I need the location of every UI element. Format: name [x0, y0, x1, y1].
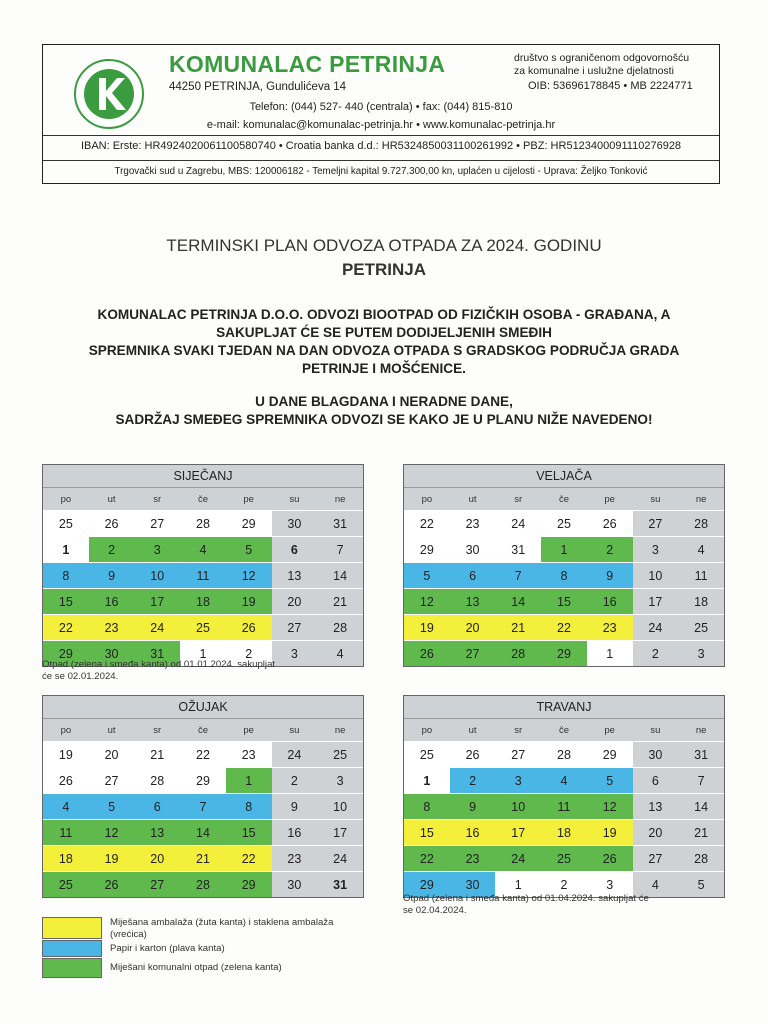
calendar-day: 5 [587, 768, 633, 794]
calendar-day: 29 [404, 872, 450, 898]
weekday-label: ne [317, 719, 363, 742]
calendar-day: 22 [226, 846, 272, 872]
calendar-day: 3 [678, 641, 724, 667]
weekday-label: če [541, 488, 587, 511]
calendar-day: 2 [89, 537, 135, 563]
calendar-day: 2 [272, 768, 318, 794]
calendar-day: 12 [226, 563, 272, 589]
weekday-label: če [180, 488, 226, 511]
weekday-label: su [272, 719, 318, 742]
calendar-day: 7 [317, 537, 363, 563]
calendar-day: 6 [633, 768, 679, 794]
calendar-day: 6 [272, 537, 318, 563]
calendar-day: 20 [450, 615, 496, 641]
week-row [404, 820, 724, 846]
weekday-label: su [633, 488, 679, 511]
calendar-day: 21 [180, 846, 226, 872]
calendar-day: 22 [43, 615, 89, 641]
calendar-day: 3 [633, 537, 679, 563]
calendar-day: 1 [541, 537, 587, 563]
calendar-day: 16 [272, 820, 318, 846]
calendar-day: 7 [495, 563, 541, 589]
calendar-day: 26 [587, 846, 633, 872]
calendar-day: 21 [317, 589, 363, 615]
calendar-day: 15 [404, 820, 450, 846]
note-line: se 02.04.2024. [403, 905, 467, 916]
document-subtitle: PETRINJA [341, 260, 427, 279]
calendar-day: 18 [43, 846, 89, 872]
calendar-day: 24 [495, 846, 541, 872]
calendar-day: 20 [89, 742, 135, 768]
legend-swatch [42, 917, 102, 939]
calendar-day: 11 [43, 820, 89, 846]
divider [43, 160, 719, 161]
calendar-day: 10 [317, 794, 363, 820]
calendar-day: 1 [226, 768, 272, 794]
notice-line: SAKUPLJAT ĆE SE PUTEM DODIJELJENIH SMEĐIH [216, 325, 552, 340]
calendar-day: 26 [450, 742, 496, 768]
calendar-day: 24 [633, 615, 679, 641]
week-row [404, 589, 724, 615]
letterhead [42, 44, 720, 184]
notice-line: PETRINJE I MOŠĆENICE. [302, 361, 466, 376]
calendar-day: 3 [272, 641, 318, 667]
calendar-day: 27 [633, 846, 679, 872]
calendar-day: 17 [495, 820, 541, 846]
calendar-month-title: OŽUJAK [43, 696, 363, 719]
calendar-day: 19 [43, 742, 89, 768]
calendar-day: 9 [587, 563, 633, 589]
calendar-day: 7 [180, 794, 226, 820]
calendar-day: 4 [678, 537, 724, 563]
calendar-day: 31 [678, 742, 724, 768]
week-row [43, 872, 363, 898]
calendar-day: 28 [495, 641, 541, 667]
calendar-day: 15 [226, 820, 272, 846]
calendar-day: 22 [541, 615, 587, 641]
calendar-grid [404, 488, 724, 666]
calendar-month-title: TRAVANJ [404, 696, 724, 719]
calendar-day: 29 [226, 872, 272, 898]
calendar-day: 31 [317, 511, 363, 537]
weekday-label: ne [678, 719, 724, 742]
calendar-month-title: VELJAČA [404, 465, 724, 488]
calendar-day: 15 [541, 589, 587, 615]
weekday-label: ut [89, 719, 135, 742]
calendar-day: 18 [180, 589, 226, 615]
calendar-day: 5 [89, 794, 135, 820]
calendar-day: 26 [587, 511, 633, 537]
week-row [404, 563, 724, 589]
calendar-day: 2 [450, 768, 496, 794]
calendar-day: 25 [541, 511, 587, 537]
calendar-grid [43, 719, 363, 897]
calendar-day: 11 [180, 563, 226, 589]
weekday-label: su [633, 719, 679, 742]
company-address: 44250 PETRINJA, Gundulićeva 14 [169, 81, 347, 93]
weekday-header-row [43, 488, 363, 511]
weekday-label: pe [587, 719, 633, 742]
calendar-march [42, 695, 364, 898]
notice-holidays [0, 393, 768, 429]
calendar-day: 13 [272, 563, 318, 589]
calendar-day: 27 [633, 511, 679, 537]
notice-line: U DANE BLAGDANA I NERADNE DANE, [255, 394, 513, 409]
company-oib: OIB: 53696178845 • MB 2224771 [528, 80, 693, 92]
weekday-label: sr [495, 719, 541, 742]
calendar-day: 29 [541, 641, 587, 667]
company-type-line: za komunalne i uslužne djelatnosti [514, 65, 674, 77]
calendar-day: 2 [633, 641, 679, 667]
calendar-day: 28 [134, 768, 180, 794]
weekday-label: ut [450, 488, 496, 511]
weekday-label: po [404, 719, 450, 742]
week-row [43, 820, 363, 846]
calendar-day: 3 [134, 537, 180, 563]
calendar-day: 29 [404, 537, 450, 563]
notice-line: SPREMNIKA SVAKI TJEDAN NA DAN ODVOZA OTPADA S GRADSKOG PODRUČJA GRADA [88, 343, 680, 358]
calendar-day: 11 [678, 563, 724, 589]
calendar-day: 12 [404, 589, 450, 615]
calendar-day: 29 [180, 768, 226, 794]
calendar-day: 14 [180, 820, 226, 846]
calendar-day: 28 [180, 511, 226, 537]
week-row [43, 794, 363, 820]
calendar-day: 6 [450, 563, 496, 589]
calendar-day: 19 [404, 615, 450, 641]
calendar-note-january [42, 659, 275, 683]
calendar-day: 1 [43, 537, 89, 563]
calendar-day: 23 [587, 615, 633, 641]
calendar-day: 30 [450, 872, 496, 898]
weekday-label: če [541, 719, 587, 742]
calendar-day: 1 [404, 768, 450, 794]
calendar-day: 28 [541, 742, 587, 768]
calendar-day: 18 [678, 589, 724, 615]
calendar-day: 2 [226, 641, 272, 667]
calendar-day: 29 [587, 742, 633, 768]
week-row [43, 537, 363, 563]
calendar-day: 9 [450, 794, 496, 820]
week-row [43, 615, 363, 641]
calendar-day: 10 [134, 563, 180, 589]
week-row [404, 641, 724, 667]
week-row [43, 768, 363, 794]
week-row [404, 511, 724, 537]
calendar-day: 20 [633, 820, 679, 846]
calendar-day: 27 [450, 641, 496, 667]
calendar-day: 8 [404, 794, 450, 820]
calendar-day: 1 [180, 641, 226, 667]
calendar-day: 13 [633, 794, 679, 820]
calendar-day: 28 [678, 846, 724, 872]
calendar-day: 17 [134, 589, 180, 615]
calendar-day: 28 [317, 615, 363, 641]
calendar-day: 23 [450, 511, 496, 537]
calendar-day: 25 [43, 872, 89, 898]
weekday-label: ne [678, 488, 724, 511]
calendar-month-title: SIJEČANJ [43, 465, 363, 488]
calendar-day: 2 [587, 537, 633, 563]
notice-biowaste [0, 306, 768, 378]
legend-label: Papir i karton (plava kanta) [110, 943, 225, 954]
calendar-day: 27 [495, 742, 541, 768]
weekday-label: pe [226, 719, 272, 742]
calendar-day: 16 [587, 589, 633, 615]
calendar-day: 16 [450, 820, 496, 846]
calendar-day: 22 [180, 742, 226, 768]
calendar-day: 9 [89, 563, 135, 589]
week-row [43, 511, 363, 537]
calendar-day: 19 [89, 846, 135, 872]
legend-swatch [42, 940, 102, 957]
calendar-april [403, 695, 725, 898]
calendar-day: 27 [89, 768, 135, 794]
calendar-day: 25 [678, 615, 724, 641]
week-row [43, 742, 363, 768]
company-type-line: društvo s ograničenom odgovornošću [514, 52, 690, 64]
calendar-day: 19 [226, 589, 272, 615]
calendar-day: 13 [134, 820, 180, 846]
calendar-day: 31 [134, 641, 180, 667]
calendar-day: 26 [226, 615, 272, 641]
week-row [404, 742, 724, 768]
calendar-day: 10 [633, 563, 679, 589]
calendar-day: 27 [134, 511, 180, 537]
calendar-day: 2 [541, 872, 587, 898]
calendar-day: 27 [272, 615, 318, 641]
calendar-day: 25 [43, 511, 89, 537]
calendar-january [42, 464, 364, 667]
weekday-label: po [43, 719, 89, 742]
weekday-header-row [43, 719, 363, 742]
calendar-day: 1 [495, 872, 541, 898]
calendar-february [403, 464, 725, 667]
weekday-label: po [43, 488, 89, 511]
calendar-day: 7 [678, 768, 724, 794]
note-line: Otpad (zelena i smeđa kanta) od 01.01.2024. sakupljat [42, 659, 276, 670]
weekday-label: ut [89, 488, 135, 511]
calendar-day: 27 [134, 872, 180, 898]
week-row [43, 589, 363, 615]
weekday-header-row [404, 719, 724, 742]
notice-line: KOMUNALAC PETRINJA D.O.O. ODVOZI BIOOTPAD OD FIZIČKIH OSOBA - GRAĐANA, A [97, 307, 671, 322]
calendar-day: 12 [89, 820, 135, 846]
calendar-day: 25 [541, 846, 587, 872]
calendar-day: 21 [495, 615, 541, 641]
week-row [404, 537, 724, 563]
calendar-day: 12 [587, 794, 633, 820]
weekday-label: sr [134, 488, 180, 511]
weekday-label: ne [317, 488, 363, 511]
week-row [404, 768, 724, 794]
calendar-day: 20 [134, 846, 180, 872]
calendar-day: 9 [272, 794, 318, 820]
calendar-day: 4 [541, 768, 587, 794]
calendar-day: 23 [226, 742, 272, 768]
calendar-day: 28 [678, 511, 724, 537]
calendar-day: 24 [272, 742, 318, 768]
calendar-day: 21 [134, 742, 180, 768]
calendar-day: 24 [495, 511, 541, 537]
calendar-day: 5 [404, 563, 450, 589]
calendar-day: 21 [678, 820, 724, 846]
calendar-day: 8 [226, 794, 272, 820]
calendar-day: 11 [541, 794, 587, 820]
calendar-day: 1 [587, 641, 633, 667]
calendar-day: 4 [633, 872, 679, 898]
weekday-label: pe [226, 488, 272, 511]
calendar-grid [404, 719, 724, 897]
calendar-day: 5 [678, 872, 724, 898]
calendar-day: 14 [317, 563, 363, 589]
weekday-header-row [404, 488, 724, 511]
company-iban: IBAN: Erste: HR4924020061100580740 • Croatia banka d.d.: HR5324850031100261992 • PBZ: HR5123400091110276928 [80, 140, 682, 152]
calendar-day: 25 [180, 615, 226, 641]
calendar-day: 22 [404, 511, 450, 537]
legend-label: Miješani komunalni otpad (zelena kanta) [110, 962, 282, 973]
weekday-label: sr [134, 719, 180, 742]
week-row [404, 615, 724, 641]
calendar-day: 13 [450, 589, 496, 615]
calendar-day: 29 [226, 511, 272, 537]
calendar-day: 3 [317, 768, 363, 794]
calendar-day: 17 [633, 589, 679, 615]
calendar-day: 28 [180, 872, 226, 898]
calendar-day: 26 [43, 768, 89, 794]
calendar-day: 14 [495, 589, 541, 615]
calendar-day: 30 [272, 872, 318, 898]
document-title: TERMINSKI PLAN ODVOZA OTPADA ZA 2024. GODINU [166, 236, 602, 255]
legend-swatch [42, 958, 102, 978]
company-email: e-mail: komunalac@komunalac-petrinja.hr • www.komunalac-petrinja.hr [206, 119, 556, 131]
calendar-day: 5 [226, 537, 272, 563]
weekday-label: če [180, 719, 226, 742]
note-line: Otpad (zelena i smeđa kanta) od 01.04.2024. sakupljat će [403, 893, 649, 904]
calendar-day: 4 [317, 641, 363, 667]
calendar-day: 26 [404, 641, 450, 667]
calendar-day: 16 [89, 589, 135, 615]
weekday-label: su [272, 488, 318, 511]
calendar-day: 31 [495, 537, 541, 563]
calendar-day: 24 [317, 846, 363, 872]
weekday-label: pe [587, 488, 633, 511]
calendar-day: 3 [587, 872, 633, 898]
calendar-day: 20 [272, 589, 318, 615]
calendar-day: 17 [317, 820, 363, 846]
weekday-label: ut [450, 719, 496, 742]
calendar-day: 30 [450, 537, 496, 563]
calendar-day: 26 [89, 872, 135, 898]
weekday-label: sr [495, 488, 541, 511]
note-line: će se 02.01.2024. [42, 671, 119, 682]
divider [43, 135, 719, 136]
calendar-day: 19 [587, 820, 633, 846]
week-row [404, 794, 724, 820]
calendar-day: 3 [495, 768, 541, 794]
calendar-grid [43, 488, 363, 666]
calendar-day: 30 [89, 641, 135, 667]
week-row [404, 846, 724, 872]
legend-label: Miješana ambalaža (žuta kanta) i staklena ambalaža (vrećica) [110, 917, 334, 940]
notice-line: SADRŽAJ SMEĐEG SPREMNIKA ODVOZI SE KAKO JE U PLANU NIŽE NAVEDENO! [115, 412, 653, 427]
week-row [43, 563, 363, 589]
calendar-day: 26 [89, 511, 135, 537]
calendar-day: 23 [450, 846, 496, 872]
calendar-day: 15 [43, 589, 89, 615]
calendar-day: 6 [134, 794, 180, 820]
calendar-day: 25 [404, 742, 450, 768]
calendar-day: 8 [541, 563, 587, 589]
calendar-day: 24 [134, 615, 180, 641]
calendar-day: 23 [272, 846, 318, 872]
company-name: KOMUNALAC PETRINJA [169, 51, 446, 77]
weekday-label: po [404, 488, 450, 511]
week-row [43, 846, 363, 872]
calendar-day: 31 [317, 872, 363, 898]
calendar-day: 8 [43, 563, 89, 589]
calendar-day: 25 [317, 742, 363, 768]
calendar-day: 30 [272, 511, 318, 537]
company-phone: Telefon: (044) 527- 440 (centrala) • fax: (044) 815-810 [249, 101, 513, 113]
calendar-day: 4 [180, 537, 226, 563]
calendar-day: 29 [43, 641, 89, 667]
calendar-day: 14 [678, 794, 724, 820]
calendar-day: 4 [43, 794, 89, 820]
calendar-day: 10 [495, 794, 541, 820]
calendar-day: 30 [633, 742, 679, 768]
calendar-day: 18 [541, 820, 587, 846]
company-court-info: Trgovački sud u Zagrebu, MBS: 120006182 - Temeljni kapital 9.727.300,00 kn, uplaćen u cijelosti - Uprava: Željko Tonković [114, 166, 648, 177]
calendar-day: 23 [89, 615, 135, 641]
calendar-note-april [403, 893, 649, 917]
company-type [514, 52, 689, 78]
calendar-day: 22 [404, 846, 450, 872]
